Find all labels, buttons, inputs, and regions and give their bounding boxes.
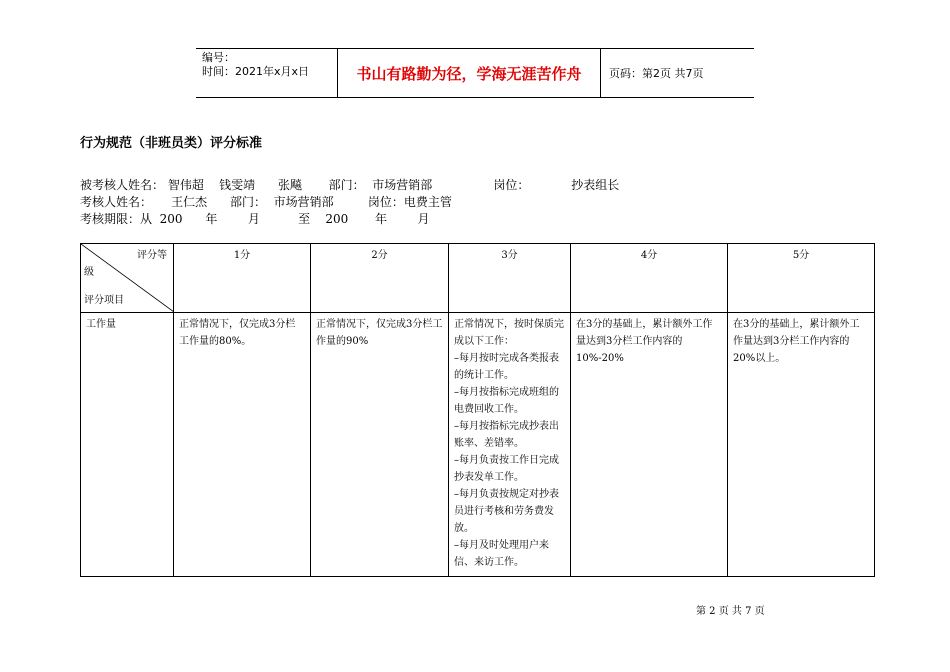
document-header [196, 48, 754, 98]
header-page-label: 页码：第2页 共7页 [609, 67, 704, 80]
score-1-text: 正常情况下，仅完成3分栏工作量的80%。 [174, 313, 311, 577]
header-motto: 书山有路勤为径，学海无涯苦作舟 [338, 49, 601, 97]
score-3-line: –每月按时完成各类报表的统计工作。 [454, 353, 559, 381]
score-5-text: 在3分的基础上，累计额外工作量达到3分栏工作内容的20%以上。 [728, 313, 875, 577]
score-2-text: 正常情况下，仅完成3分栏工作量的90% [311, 313, 449, 577]
corner-top-right: 评分等 [137, 250, 167, 261]
info-assessee: 被考核人姓名： 智伟超 钱雯靖 张飚 部门： 市场营销部 岗位： 抄表组长 [80, 178, 620, 192]
header-score-3: 3分 [449, 244, 571, 313]
header-score-4: 4分 [571, 244, 728, 313]
score-3-text [449, 313, 571, 577]
corner-cell [81, 244, 174, 313]
number-label: 编号： [202, 51, 235, 64]
corner-bottom-left: 评分项目 [84, 295, 124, 306]
score-3-line: 正常情况下，按时保质完成以下工作： [454, 319, 564, 347]
info-period: 考核期限：从 200 年 月 至 200 年 月 [80, 212, 430, 226]
scoring-table [80, 243, 875, 577]
time-label: 时间：2021年x月x日 [202, 65, 310, 78]
score-3-line: –每月按指标完成抄表出账率、差错率。 [454, 421, 559, 449]
score-3-line: –每月及时处理用户来信、来访工作。 [454, 540, 549, 568]
info-assessor: 考核人姓名： 王仁杰 部门： 市场营销部 岗位：电费主管 [80, 195, 452, 209]
header-score-2: 2分 [311, 244, 449, 313]
score-4-text: 在3分的基础上，累计额外工作量达到3分栏工作内容的10%-20% [571, 313, 728, 577]
table-header-row [81, 244, 875, 313]
score-3-line: –每月按指标完成班组的电费回收工作。 [454, 387, 559, 415]
item-name: 工作量 [81, 313, 174, 577]
score-3-line: –每月负责按规定对抄表员进行考核和劳务费发放。 [454, 489, 559, 534]
page-title: 行为规范（非班员类）评分标准 [80, 136, 263, 151]
header-score-5: 5分 [728, 244, 875, 313]
page-footer: 第 2 页 共 7 页 [696, 606, 765, 617]
score-3-line: –每月负责按工作日完成抄表发单工作。 [454, 455, 559, 483]
header-score-1: 1分 [174, 244, 311, 313]
corner-mid-left: 级 [84, 267, 94, 278]
table-row [81, 313, 875, 577]
header-meta [196, 49, 338, 97]
